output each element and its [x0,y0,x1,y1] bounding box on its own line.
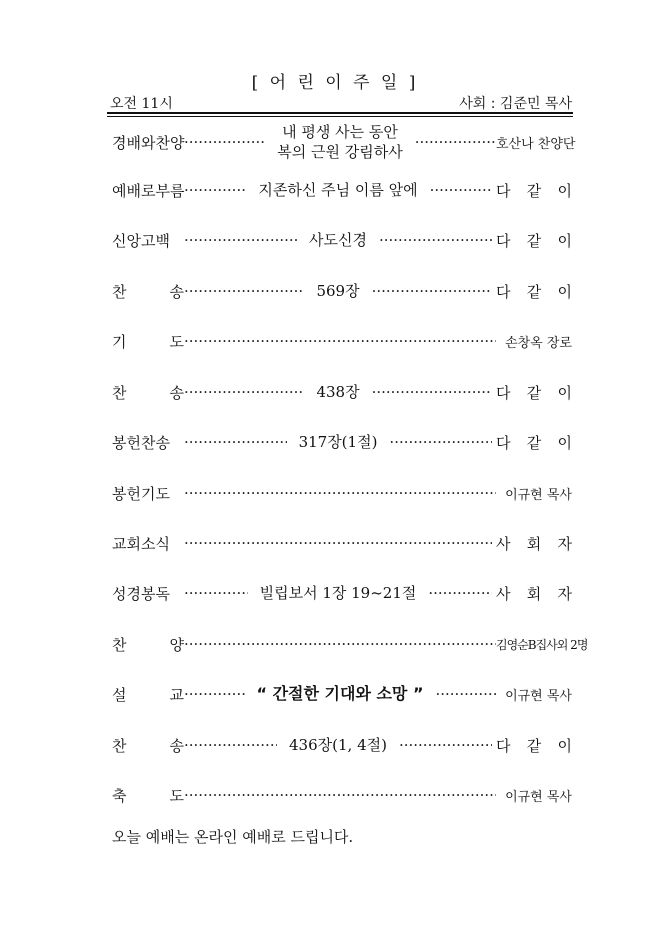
leader-dots [184,484,496,502]
order-person: 손창옥 장로 [505,335,572,351]
order-label: 봉헌기도 [112,484,170,503]
order-label: 봉헌찬송 [112,433,170,452]
leader-dots [184,786,496,804]
order-row-hymn-1 [112,274,572,308]
order-row-sermon [112,677,572,711]
order-person: 다 같 이 [495,736,572,755]
order-content: 빌립보서 1장 19~21절 [259,583,417,602]
leader-dots [372,383,492,401]
order-person: 다 같 이 [496,383,572,402]
order-row-hymn-2 [112,375,572,409]
order-label: 설 교 [112,685,184,704]
order-row-scripture [112,576,572,610]
order-content: 569장 [316,281,360,300]
service-time: 오전 11시 [110,96,173,112]
order-person: 호산나 찬양단 [496,136,576,152]
order-row-benediction [112,778,572,812]
order-label: 성경봉독 [112,584,170,603]
order-content: 사도신경 [309,230,367,249]
leader-dots [184,181,246,199]
leader-dots [184,534,492,552]
order-person: 사 회 자 [495,584,572,603]
order-person: 사 회 자 [496,534,572,553]
order-person: 이규현 목사 [505,688,572,704]
order-row-call-to-worship [112,173,572,207]
order-row-offering-prayer [112,476,572,510]
order-person: 다 같 이 [495,433,572,452]
header-rule-thick [107,112,573,114]
order-label: 찬 송 [112,282,184,301]
order-label: 예배로부름 [112,181,185,200]
order-label: 찬 송 [112,736,184,755]
order-label: 경배와찬양 [112,133,185,152]
order-person: 다 같 이 [496,231,572,250]
order-label: 기 도 [112,332,184,351]
order-label: 찬 양 [112,635,184,654]
online-notice: 오늘 예배는 온라인 예배로 드립니다. [112,828,354,846]
order-row-announcements [112,526,572,560]
leader-dots [430,181,492,199]
order-person: 이규현 목사 [505,487,572,503]
page-title: [ 어 린 이 주 일 ] [251,73,419,93]
order-label: 축 도 [112,786,184,805]
leader-dots [399,736,492,754]
order-row-hymn-3 [112,728,572,762]
order-content: 436장(1, 4절) [289,735,387,754]
leader-dots [184,332,496,350]
order-content: 지존하신 주님 이름 앞에 [258,180,418,199]
order-row-praise [112,120,576,164]
order-label: 찬 송 [112,383,184,402]
leader-dots [184,685,245,703]
leader-dots [428,584,492,602]
presider: 사회 : 김준민 목사 [459,96,572,112]
leader-dots [415,133,496,151]
order-label: 신앙고백 [112,231,170,250]
leader-dots [184,635,496,653]
order-row-anthem [112,627,588,661]
sermon-title: “ 간절한 기대와 소망 ” [256,684,424,704]
leader-dots [372,282,492,300]
leader-dots [184,736,277,754]
order-content [265,122,414,163]
order-person: 김영순B집사외 2명 [496,637,588,652]
order-person: 다 같 이 [496,282,572,301]
leader-dots [184,231,297,249]
leader-dots [435,685,496,703]
order-row-creed [112,223,572,257]
header-rule-thin [107,116,573,117]
order-person: 이규현 목사 [505,789,572,805]
order-content: 438장 [316,382,360,401]
leader-dots [379,231,492,249]
leader-dots [184,383,304,401]
order-label: 교회소식 [112,534,170,553]
order-person: 다 같 이 [496,181,572,200]
order-row-offering-hymn [112,425,572,459]
leader-dots [389,433,492,451]
order-row-prayer [112,324,572,358]
leader-dots [184,584,248,602]
leader-dots [184,433,287,451]
order-content-line2: 복의 근원 강림하사 [277,143,403,161]
order-content: 317장(1절) [298,432,378,451]
leader-dots [184,282,304,300]
order-content-line1: 내 평생 사는 동안 [282,122,398,141]
leader-dots [184,133,265,151]
